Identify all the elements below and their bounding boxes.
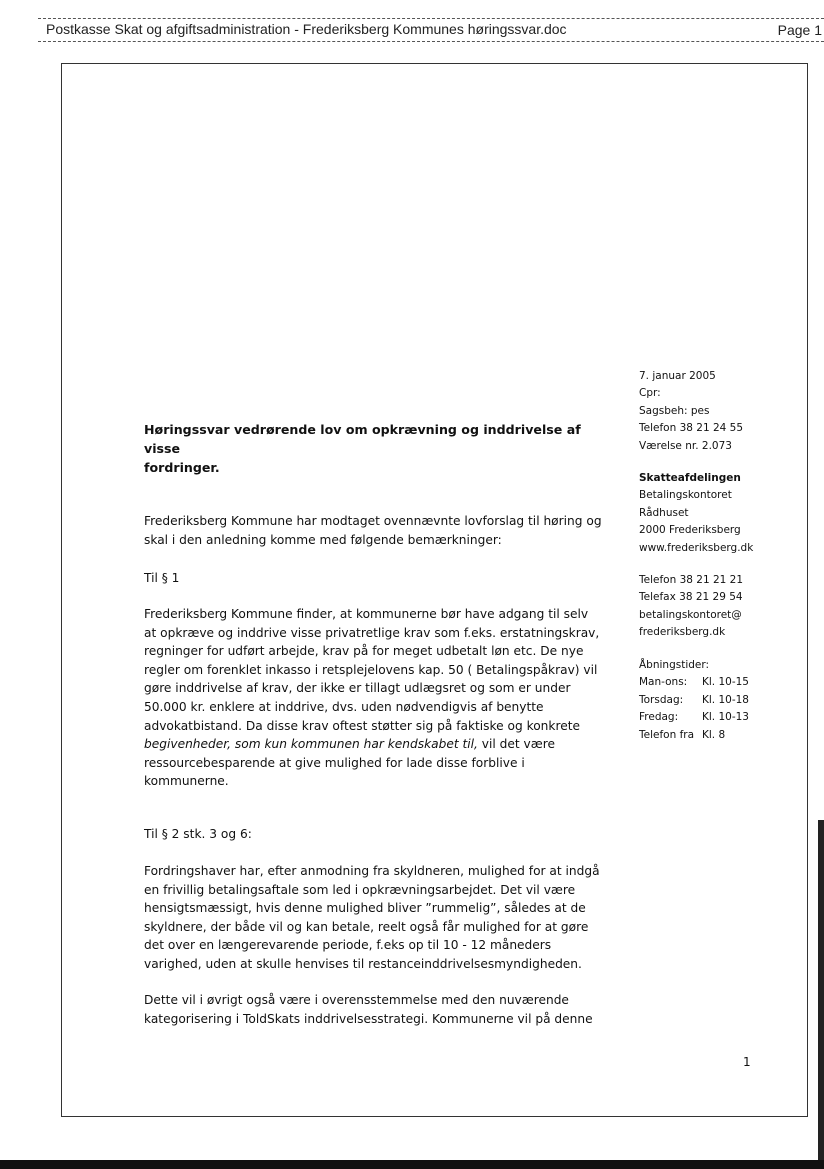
hours-title: Åbningstider:: [639, 659, 710, 671]
main-phone: Telefon 38 21 21 21: [639, 574, 744, 586]
text-line: regninger for udført arbejde, krav på for meget udbetalt løn etc. De nye: [144, 644, 584, 659]
text-line: varighed, uden at skulle henvises til restanceinddrivelsesmyndigheden.: [144, 956, 582, 971]
sidebar-contact: [639, 572, 743, 642]
text-line: Frederiksberg Kommune har modtaget ovennævnte lovforslag til høring og: [144, 514, 602, 528]
text-line: Fordringshaver har, efter anmodning fra skyldneren, mulighed for at indgå: [144, 864, 600, 878]
sidebar-hours: [639, 657, 749, 744]
text-line: at opkræve og inddrive visse privatretlige krav som f.eks. erstatningskrav,: [144, 625, 600, 640]
sidebar-meta: [639, 368, 743, 455]
text-line: advokatbistand. Da disse krav oftest støtter sig på faktiske og konkrete: [144, 718, 580, 733]
sidebar-address: [639, 470, 753, 557]
title-line: Høringssvar vedrørende lov om opkrævning og inddrivelse af visse: [144, 422, 581, 456]
cpr-label: Cpr:: [639, 387, 661, 400]
building-name: Rådhuset: [639, 506, 689, 519]
document-title-bar: Postkasse Skat og afgiftsadministration - Frederiksberg Kommunes høringssvar.doc: [46, 21, 567, 37]
department-name: Skatteafdelingen: [639, 472, 741, 484]
section-1-paragraph: [144, 605, 604, 791]
text-fragment: vil det være: [477, 737, 555, 752]
text-line: kategorisering i ToldSkats inddrivelsesstrategi. Kommunerne vil på denne: [144, 1011, 593, 1026]
hours-day: Man-ons:: [639, 676, 688, 689]
section-2-heading: Til § 2 stk. 3 og 6:: [144, 827, 252, 841]
text-line: skyldnere, der både vil og kan betale, reelt også får mulighed for at gøre: [144, 919, 589, 934]
text-line: en frivillig betalingsaftale som led i opkrævningsarbejdet. Det vil være: [144, 882, 576, 897]
case-officer: Sagsbeh: pes: [639, 404, 710, 417]
hours-row: [639, 727, 749, 744]
text-line: Dette vil i øvrigt også være i overensstemmelse med den nuværende: [144, 993, 569, 1007]
text-line: skal i den anledning komme med følgende bemærkninger:: [144, 532, 502, 547]
hours-day: Fredag:: [639, 711, 679, 724]
letter-date: 7. januar 2005: [639, 370, 716, 382]
email-line-2: frederiksberg.dk: [639, 626, 726, 639]
hours-row: [639, 674, 749, 691]
hours-day: Torsdag:: [639, 693, 684, 706]
window-header: [38, 18, 824, 42]
direct-phone: Telefon 38 21 24 55: [639, 422, 744, 435]
hours-row: [639, 692, 749, 709]
text-line: [144, 735, 604, 754]
section-1-heading: Til § 1: [144, 571, 180, 585]
italic-phrase: begivenheder, som kun kommunen har kendskabet til,: [144, 737, 478, 752]
hours-time: Kl. 10-18: [702, 693, 749, 706]
hours-time: Kl. 10-15: [702, 676, 749, 689]
room-number: Værelse nr. 2.073: [639, 439, 732, 452]
text-line: regler om forenklet inkasso i retsplejelovens kap. 50 ( Betalingspåkrav) vil: [144, 662, 598, 677]
text-line: 50.000 kr. enklere at inddrive, dvs. uden nødvendigvis af benytte: [144, 699, 544, 714]
hours-day: Telefon fra: [639, 728, 695, 741]
intro-paragraph: [144, 512, 604, 549]
website: www.frederiksberg.dk: [639, 541, 754, 554]
text-line: hensigtsmæssigt, hvis denne mulighed bliver ”rummelig”, således at de: [144, 901, 586, 916]
page-indicator: Page 1: [777, 22, 822, 38]
text-line: ressourcebesparende at give mulighed for lade disse forblive i: [144, 755, 525, 770]
scan-edge: [818, 820, 824, 1160]
section-3-paragraph: [144, 991, 604, 1028]
document-title: [144, 420, 604, 477]
email-line-1: betalingskontoret@: [639, 608, 742, 621]
title-line: fordringer.: [144, 460, 220, 475]
text-line: kommunerne.: [144, 774, 229, 789]
fax-number: Telefax 38 21 29 54: [639, 591, 743, 604]
office-name: Betalingskontoret: [639, 489, 732, 502]
postal-address: 2000 Frederiksberg: [639, 524, 741, 537]
page-number: 1: [743, 1055, 751, 1069]
text-line: det over en længerevarende periode, f.eks op til 10 - 12 måneders: [144, 938, 552, 953]
scan-bottom-edge: [0, 1160, 824, 1169]
hours-time: Kl. 8: [702, 728, 726, 741]
section-2-paragraph: [144, 862, 604, 974]
text-line: Frederiksberg Kommune finder, at kommunerne bør have adgang til selv: [144, 607, 589, 621]
hours-time: Kl. 10-13: [702, 711, 749, 724]
text-line: gøre inddrivelse af krav, der ikke er tillagt udlægsret og som er under: [144, 681, 571, 696]
hours-row: [639, 709, 749, 726]
